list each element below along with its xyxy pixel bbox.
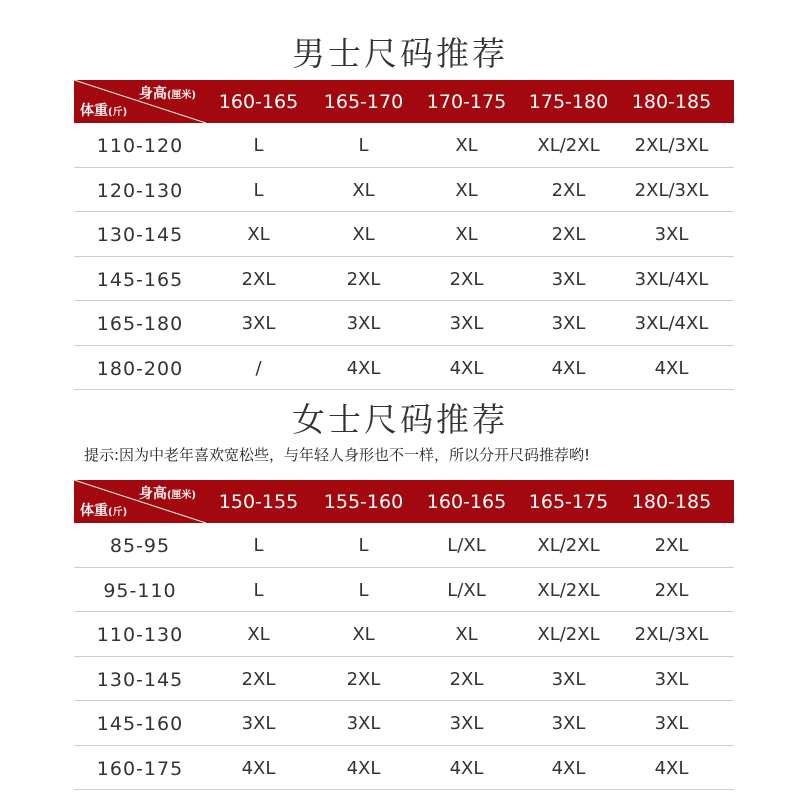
men-size-table bbox=[74, 80, 734, 390]
size-cell: 3XL bbox=[654, 668, 689, 690]
weight-cell: 160-175 bbox=[96, 757, 184, 780]
size-cell: XL/2XL bbox=[537, 535, 600, 556]
weight-cell: 130-145 bbox=[96, 668, 184, 691]
women-table-header bbox=[74, 480, 734, 523]
height-column-header: 170-175 bbox=[426, 91, 507, 113]
women-weight-label: 体重(斤) bbox=[80, 503, 128, 519]
size-cell: 2XL bbox=[449, 668, 484, 690]
size-cell: XL/2XL bbox=[537, 579, 600, 601]
size-cell: XL bbox=[455, 624, 478, 645]
size-cell: XL bbox=[247, 224, 270, 245]
size-cell: XL bbox=[455, 135, 478, 156]
size-cell: 2XL bbox=[654, 579, 689, 601]
table-row bbox=[74, 523, 734, 568]
women-size-title: 女士尺码推荐 bbox=[292, 400, 508, 439]
weight-cell: 180-200 bbox=[96, 357, 184, 380]
weight-cell: 95-110 bbox=[103, 579, 177, 602]
size-cell: 2XL bbox=[551, 224, 586, 245]
size-cell: 4XL bbox=[654, 757, 689, 779]
size-cell: 2XL bbox=[241, 668, 276, 690]
men-table-body bbox=[74, 123, 734, 390]
height-column-header: 180-185 bbox=[631, 91, 712, 113]
weight-cell: 145-165 bbox=[96, 268, 184, 291]
size-cell: 3XL bbox=[449, 713, 484, 734]
size-cell: L/XL bbox=[447, 535, 486, 556]
size-cell: 3XL bbox=[654, 713, 689, 734]
size-cell: L bbox=[253, 179, 264, 201]
size-cell: 2XL bbox=[551, 179, 586, 201]
size-cell: XL bbox=[352, 179, 375, 201]
size-cell: L bbox=[253, 579, 264, 601]
size-cell: 2XL bbox=[654, 535, 689, 556]
size-cell: L bbox=[358, 135, 369, 156]
weight-cell: 85-95 bbox=[109, 535, 171, 557]
table-row bbox=[74, 612, 734, 657]
height-column-header: 175-180 bbox=[528, 91, 609, 113]
size-cell: XL/2XL bbox=[537, 135, 600, 156]
size-cell: / bbox=[255, 357, 262, 379]
women-height-label: 身高(厘米) bbox=[138, 486, 196, 502]
table-row bbox=[74, 123, 734, 168]
size-cell: XL bbox=[455, 179, 478, 201]
height-column-header: 155-160 bbox=[323, 491, 404, 513]
size-cell: 3XL bbox=[654, 224, 689, 245]
men-table-header bbox=[74, 80, 734, 123]
size-cell: 3XL/4XL bbox=[634, 268, 709, 290]
size-cell: 4XL bbox=[551, 757, 586, 779]
table-row bbox=[74, 568, 734, 613]
size-cell: 4XL bbox=[346, 357, 381, 379]
weight-cell: 110-130 bbox=[96, 624, 184, 646]
table-row bbox=[74, 301, 734, 346]
size-cell: 3XL bbox=[346, 313, 381, 334]
size-cell: L bbox=[358, 579, 369, 601]
size-cell: XL bbox=[247, 624, 270, 645]
size-cell: 3XL bbox=[241, 713, 276, 734]
men-weight-label: 体重(斤) bbox=[80, 103, 128, 119]
table-row bbox=[74, 746, 734, 791]
height-column-header: 160-165 bbox=[426, 491, 507, 513]
size-cell: L/XL bbox=[447, 579, 486, 601]
size-cell: 2XL/3XL bbox=[634, 179, 709, 201]
size-cell: 3XL bbox=[346, 713, 381, 734]
size-cell: L bbox=[253, 535, 264, 556]
size-cell: 2XL bbox=[241, 268, 276, 290]
size-cell: 3XL bbox=[551, 713, 586, 734]
table-row bbox=[74, 168, 734, 213]
size-cell: 3XL bbox=[551, 668, 586, 690]
size-cell: 2XL/3XL bbox=[634, 624, 709, 645]
table-row bbox=[74, 657, 734, 702]
men-header-corner bbox=[74, 80, 206, 123]
size-cell: 3XL/4XL bbox=[634, 313, 709, 334]
size-cell: 4XL bbox=[346, 757, 381, 779]
size-cell: 3XL bbox=[551, 268, 586, 290]
size-cell: 4XL bbox=[449, 757, 484, 779]
table-row bbox=[74, 701, 734, 746]
size-cell: 4XL bbox=[241, 757, 276, 779]
height-column-header: 165-175 bbox=[528, 491, 609, 513]
women-header-corner bbox=[74, 480, 206, 523]
women-table-body bbox=[74, 523, 734, 790]
size-cell: XL bbox=[352, 624, 375, 645]
table-row bbox=[74, 346, 734, 391]
size-cell: 4XL bbox=[449, 357, 484, 379]
height-column-header: 165-170 bbox=[323, 91, 404, 113]
size-cell: 3XL bbox=[551, 313, 586, 334]
weight-cell: 110-120 bbox=[96, 135, 184, 157]
size-cell: L bbox=[358, 535, 369, 556]
size-cell: L bbox=[253, 135, 264, 156]
weight-cell: 130-145 bbox=[96, 224, 184, 246]
size-cell: 4XL bbox=[551, 357, 586, 379]
height-column-header: 180-185 bbox=[631, 491, 712, 513]
size-cell: 2XL/3XL bbox=[634, 135, 709, 156]
size-cell: 2XL bbox=[346, 268, 381, 290]
size-cell: 4XL bbox=[654, 357, 689, 379]
weight-cell: 165-180 bbox=[96, 313, 184, 335]
men-size-title: 男士尺码推荐 bbox=[292, 34, 508, 73]
table-row bbox=[74, 212, 734, 257]
size-cell: 2XL bbox=[346, 668, 381, 690]
size-cell: 2XL bbox=[449, 268, 484, 290]
height-column-header: 160-165 bbox=[218, 91, 299, 113]
weight-cell: 120-130 bbox=[96, 179, 184, 202]
women-size-table bbox=[74, 480, 734, 790]
size-hint-text: 提示:因为中老年喜欢宽松些，与年轻人身形也不一样，所以分开尺码推荐哟! bbox=[84, 446, 591, 464]
size-cell: XL bbox=[455, 224, 478, 245]
height-column-header: 150-155 bbox=[218, 491, 299, 513]
size-cell: 3XL bbox=[241, 313, 276, 334]
size-cell: XL/2XL bbox=[537, 624, 600, 645]
table-row bbox=[74, 257, 734, 302]
weight-cell: 145-160 bbox=[96, 713, 184, 735]
size-cell: XL bbox=[352, 224, 375, 245]
men-height-label: 身高(厘米) bbox=[138, 86, 196, 102]
size-cell: 3XL bbox=[449, 313, 484, 334]
